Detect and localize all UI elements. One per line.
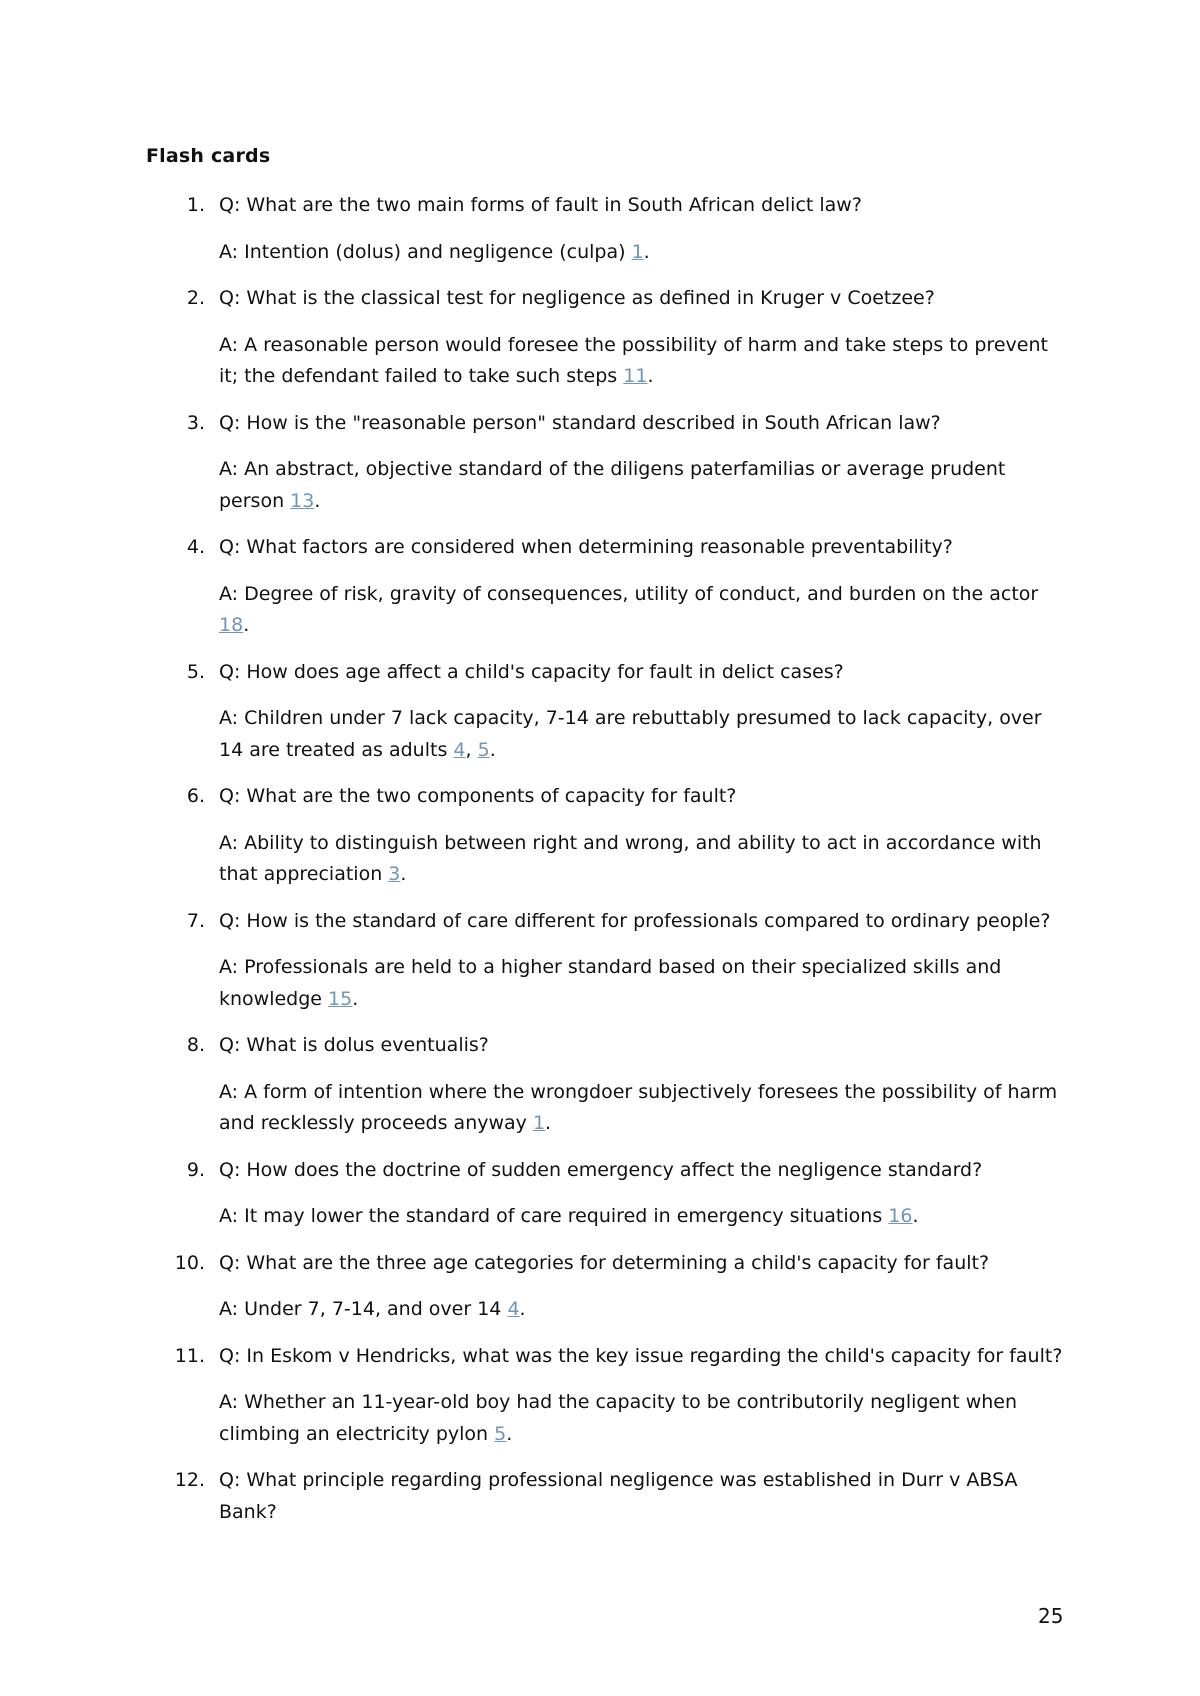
card-question: Q: How is the standard of care different for professionals compared to ordinary people? (219, 909, 1051, 932)
card-answer (219, 237, 1069, 269)
card-number: 7. (186, 909, 205, 932)
flash-card (0, 190, 1200, 268)
citation-link[interactable]: 16 (888, 1205, 913, 1227)
flash-card (0, 1030, 1200, 1140)
card-answer-text: A: Under 7, 7-14, and over 14 (219, 1298, 508, 1320)
card-answer-text: A: Professionals are held to a higher standard based on their specialized skills and knowledge (219, 956, 1002, 1010)
flash-card (0, 781, 1200, 891)
card-answer-text: A: Ability to distinguish between right and wrong, and ability to act in accordance with that appreciation (219, 831, 1042, 885)
card-answer-text: A: Degree of risk, gravity of consequences, utility of conduct, and burden on the actor (219, 582, 1039, 605)
card-answer-text: A: It may lower the standard of care required in emergency situations (219, 1205, 889, 1227)
card-answer (219, 330, 1069, 393)
card-question: Q: What principle regarding professional negligence was established in Durr v ABSA Bank? (219, 1469, 1018, 1523)
card-number: 1. (186, 194, 205, 216)
card-answer (219, 1294, 1069, 1326)
card-answer (219, 579, 1069, 642)
flash-card (0, 408, 1200, 518)
citation-link[interactable]: 11 (623, 365, 648, 387)
flash-card (0, 283, 1200, 393)
flash-card (0, 1465, 1200, 1528)
answer-period: . (519, 1298, 526, 1320)
card-answer (219, 1201, 1069, 1233)
flash-card (0, 906, 1200, 1016)
card-answer-text: A: An abstract, objective standard of the diligens paterfamilias or average prudent person (219, 458, 1006, 512)
card-question: Q: What are the two main forms of fault in South African delict law? (219, 194, 862, 216)
card-question: Q: How does age affect a child's capacity for fault in delict cases? (219, 660, 844, 683)
citation-link[interactable]: 18 (219, 614, 244, 636)
citation-link[interactable]: 1 (631, 240, 644, 263)
answer-period: . (352, 987, 359, 1010)
card-number: 11. (174, 1344, 205, 1367)
flash-card-list (0, 190, 1200, 1543)
answer-period: . (912, 1205, 919, 1227)
card-answer (219, 454, 1069, 517)
card-number: 5. (186, 660, 205, 683)
ref-separator: , (465, 738, 478, 761)
card-question: Q: What factors are considered when determining reasonable preventability? (219, 536, 953, 558)
card-answer-text: A: A form of intention where the wrongdoer subjectively foresees the possibility of harm and recklessly proceeds anyway (219, 1080, 1058, 1134)
answer-period: . (314, 489, 321, 512)
citation-link[interactable]: 4 (453, 738, 466, 761)
card-question: Q: What is the classical test for negligence as defined in Kruger v Coetzee? (219, 287, 935, 309)
citation-link[interactable]: 3 (388, 863, 401, 885)
card-question: Q: What is dolus eventualis? (219, 1034, 489, 1056)
card-answer-text: A: Whether an 11-year-old boy had the capacity to be contributorily negligent when climbing an electricity pylon (219, 1391, 1018, 1445)
citation-link[interactable]: 4 (507, 1298, 520, 1320)
answer-period: . (643, 240, 650, 263)
card-number: 2. (186, 287, 205, 309)
citation-link[interactable]: 1 (532, 1112, 546, 1134)
citation-link[interactable]: 5 (494, 1422, 507, 1445)
card-answer (219, 1387, 1069, 1450)
answer-period: . (545, 1112, 552, 1134)
card-question: Q: How does the doctrine of sudden emergency affect the negligence standard? (219, 1158, 983, 1181)
citation-link[interactable]: 5 (477, 738, 490, 761)
answer-period: . (489, 738, 496, 761)
card-answer (219, 952, 1069, 1015)
card-number: 10. (174, 1251, 205, 1274)
card-answer-text: A: A reasonable person would foresee the possibility of harm and take steps to prevent it; the defendant failed to take such steps (219, 333, 1048, 387)
card-question: Q: In Eskom v Hendricks, what was the key issue regarding the child's capacity for fault? (219, 1344, 1063, 1367)
answer-period: . (506, 1422, 513, 1445)
card-number: 4. (186, 536, 205, 558)
flash-card (0, 657, 1200, 767)
citation-link[interactable]: 15 (328, 987, 353, 1010)
page-heading: Flash cards (146, 145, 271, 167)
card-answer (219, 703, 1069, 766)
answer-period: . (647, 365, 654, 387)
card-answer-text: A: Intention (dolus) and negligence (culpa) (219, 240, 632, 263)
card-number: 3. (186, 411, 205, 434)
citation-link[interactable]: 13 (290, 489, 315, 512)
flash-card (0, 532, 1200, 642)
answer-period: . (400, 863, 407, 885)
card-question: Q: How is the "reasonable person" standard described in South African law? (219, 411, 941, 434)
card-question: Q: What are the three age categories for determining a child's capacity for fault? (219, 1251, 990, 1274)
card-number: 9. (186, 1158, 205, 1181)
page-number: 25 (1038, 1604, 1064, 1628)
card-answer (219, 1077, 1069, 1140)
card-question: Q: What are the two components of capacity for fault? (219, 785, 737, 807)
card-number: 8. (186, 1034, 205, 1056)
answer-period: . (243, 614, 250, 636)
card-answer (219, 828, 1069, 891)
flash-card (0, 1248, 1200, 1326)
flash-card (0, 1155, 1200, 1233)
card-number: 6. (186, 785, 205, 807)
card-answer-text: A: Children under 7 lack capacity, 7-14 are rebuttably presumed to lack capacity, over 14 are treated as adults (219, 707, 1042, 761)
card-number: 12. (174, 1469, 205, 1491)
flash-card (0, 1341, 1200, 1451)
